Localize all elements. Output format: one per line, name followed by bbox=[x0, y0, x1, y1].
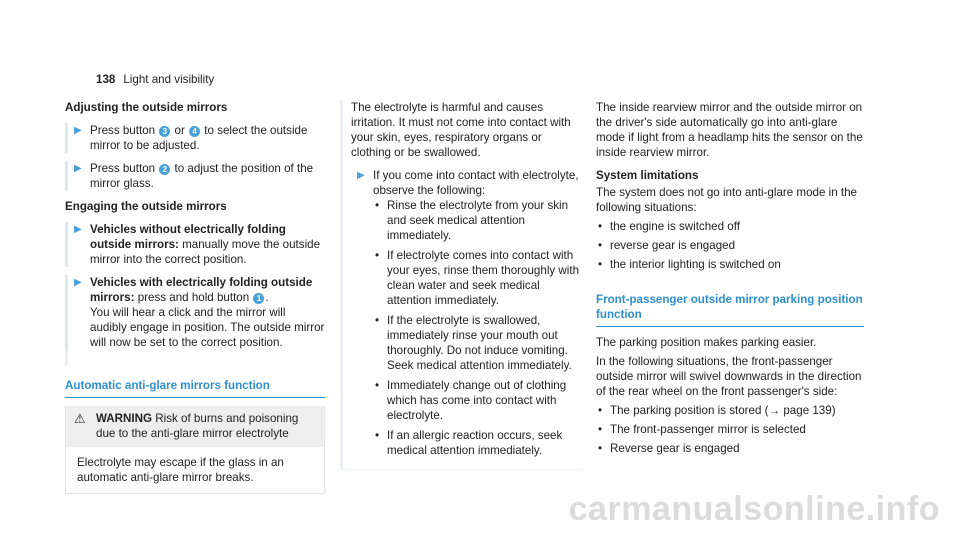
parking-list bbox=[596, 403, 864, 456]
heading-parking-position: Front-passenger outside mirror parking position function bbox=[596, 292, 864, 327]
heading-adjust-mirrors: Adjusting the outside mirrors bbox=[65, 101, 228, 114]
engage-step-2: ▶ Vehicles with electrically folding outside mirrors: press and hold button 1 . You will hear a click and the mirror will audibly engage in position. The outside mirror will now be set to the correct position. bbox=[65, 275, 325, 350]
list-item: • Rinse the electrolyte from your skin and seek medical attention immediately. bbox=[373, 198, 582, 243]
step-arrow-icon: ▶ bbox=[74, 163, 82, 174]
list-item: • If an allergic reaction occurs, seek medical attention immediately. bbox=[373, 428, 582, 458]
limitations-text: The system does not go into anti-glare mode in the following situations: bbox=[596, 186, 858, 214]
column-2 bbox=[340, 100, 582, 470]
button-4-marker: 4 bbox=[189, 126, 200, 137]
heading-system-limitations: System limitations bbox=[596, 169, 699, 182]
arrow-right-icon: → bbox=[768, 404, 781, 417]
electrolyte-step: ▶ If you come into contact with electrolyte, observe the following: • Rinse the electrolyte from your skin and seek medical attention immediately. • If electrolyte comes into contact with your eyes, rinse them thoroughly with clean water and seek medical attention immediately. • If the electrolyte is swallowed, immediately rinse your mouth out thoroughly. Do not induce vomiting. Seek medical attention immediately. • Immediately change out of clothing which has come into contact with electrolyte. • If an allergic reaction occurs, seek medical attention immediately. bbox=[351, 168, 582, 463]
warning-box bbox=[65, 406, 325, 494]
list-item: • the engine is switched off bbox=[596, 219, 864, 234]
warning-header: ⚠ WARNING Risk of burns and poisoning due to the anti-glare mirror electrolyte bbox=[66, 406, 324, 447]
parking-text-1: The parking position makes parking easier. bbox=[596, 336, 817, 349]
column-3 bbox=[596, 100, 864, 460]
list-item: • Reverse gear is engaged bbox=[596, 441, 864, 456]
watermark: carmanualsonline.info bbox=[568, 490, 940, 528]
step-bar-end bbox=[65, 350, 325, 366]
adjust-step-2: ▶ Press button 2 to adjust the position of the mirror glass. bbox=[65, 161, 325, 191]
anti-glare-intro: The inside rearview mirror and the outside mirror on the driver's side automatically go into anti-glare mode if light from a headlamp hits the sensor on the inside rearview mirror. bbox=[596, 101, 863, 159]
list-item: • If electrolyte comes into contact with your eyes, rinse them thoroughly with clean water and seek medical attention immediately. bbox=[373, 248, 582, 308]
electrolyte-note bbox=[340, 100, 582, 470]
parking-text-2: In the following situations, the front-passenger outside mirror will swivel downwards in the direction of the rear wheel on the front passenger's side: bbox=[596, 355, 862, 398]
list-item: • If the electrolyte is swallowed, immediately rinse your mouth out thoroughly. Do not induce vomiting. Seek medical attention immediately. bbox=[373, 313, 582, 373]
page-title: Light and visibility bbox=[123, 73, 215, 86]
button-3-marker: 3 bbox=[159, 126, 170, 137]
step-arrow-icon: ▶ bbox=[74, 125, 82, 136]
heading-engage-mirrors: Engaging the outside mirrors bbox=[65, 200, 227, 213]
step-arrow-icon: ▶ bbox=[74, 224, 82, 235]
button-2-marker: 2 bbox=[159, 164, 170, 175]
warning-triangle-icon: ⚠ bbox=[74, 411, 86, 426]
page-number: 138 bbox=[96, 73, 116, 86]
button-1-marker: 1 bbox=[253, 293, 264, 304]
page-reference-link[interactable]: → page 139) bbox=[768, 404, 836, 417]
column-1 bbox=[65, 100, 325, 494]
adjust-step-1: ▶ Press button 3 or 4 to select the outside mirror to be adjusted. bbox=[65, 123, 325, 153]
warning-body: Electrolyte may escape if the glass in an automatic anti-glare mirror breaks. bbox=[77, 456, 284, 484]
electrolyte-bullets bbox=[373, 198, 582, 458]
list-item: • reverse gear is engaged bbox=[596, 238, 864, 253]
list-item: • Immediately change out of clothing which has come into contact with electrolyte. bbox=[373, 378, 582, 423]
list-item: • the interior lighting is switched on bbox=[596, 257, 864, 272]
engage-step-1: ▶ Vehicles without electrically folding outside mirrors: manually move the outside mirror into the correct position. bbox=[65, 222, 325, 267]
list-item: • The front-passenger mirror is selected bbox=[596, 422, 864, 437]
page-header bbox=[96, 72, 214, 87]
limitations-list bbox=[596, 219, 864, 272]
heading-auto-anti-glare: Automatic anti-glare mirrors function bbox=[65, 378, 325, 398]
electrolyte-intro: The electrolyte is harmful and causes irritation. It must not come into contact with your skin, eyes, respiratory organs or clothing or be swallowed. bbox=[351, 101, 571, 159]
step-arrow-icon: ▶ bbox=[74, 277, 82, 288]
list-item: • The parking position is stored (→ page 139) bbox=[596, 403, 864, 418]
step-arrow-icon: ▶ bbox=[357, 170, 365, 181]
